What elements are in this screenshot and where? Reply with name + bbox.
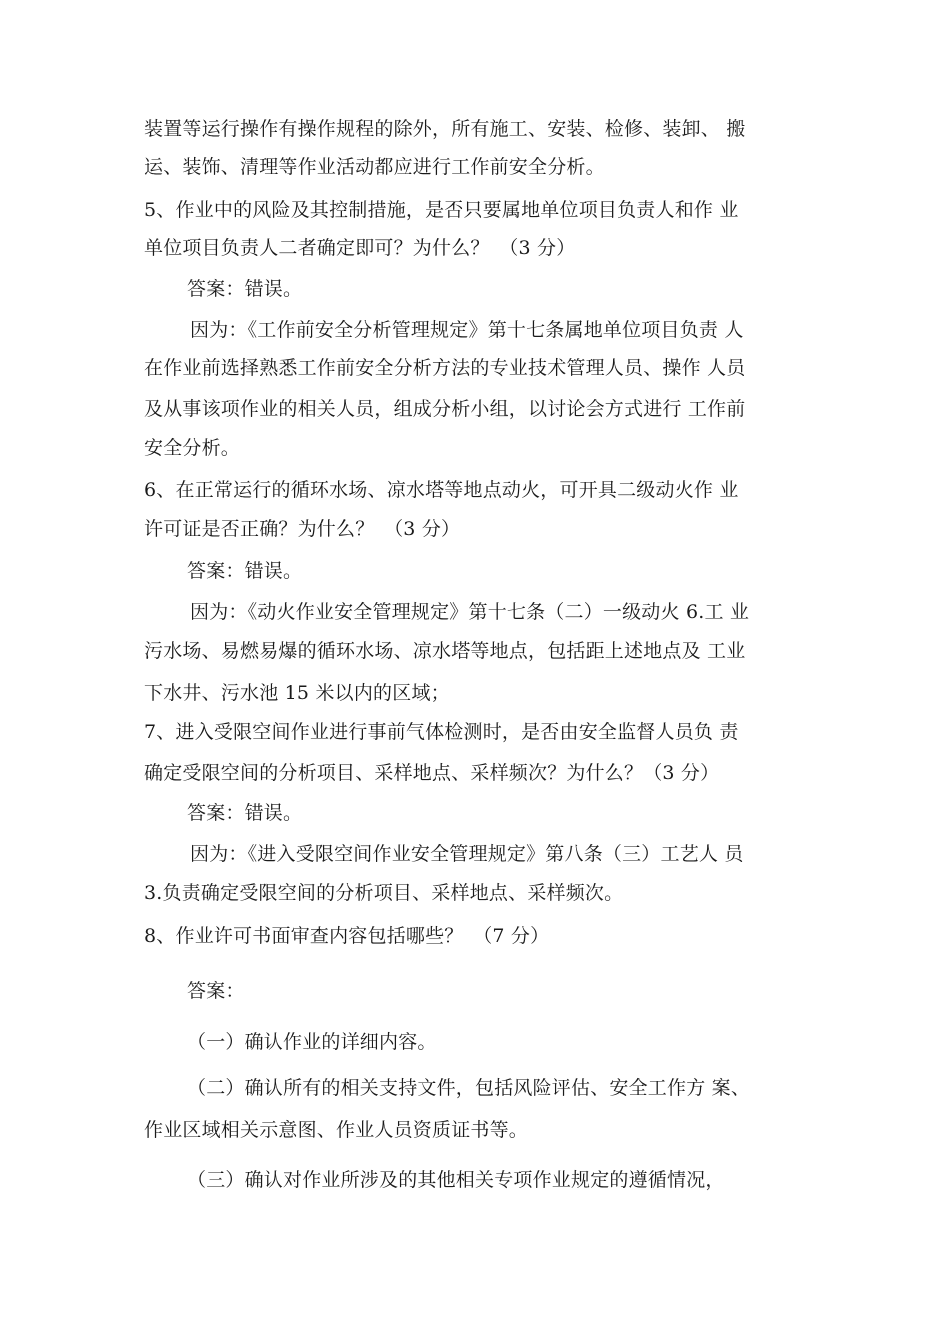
answer-line: 答案：错误。 — [187, 560, 303, 582]
text-line: 污水场、易燃易爆的循环水场、凉水塔等地点，包括距上述地点及 工业 — [144, 640, 746, 662]
list-item: （二）确认所有的相关支持文件，包括风险评估、安全工作方 案、 — [187, 1077, 751, 1099]
answer-line: 答案：错误。 — [187, 802, 303, 824]
reason-line: 因为：《动火作业安全管理规定》第十七条（二）一级动火 6.工 业 — [190, 601, 750, 623]
answer-line: 答案：错误。 — [187, 278, 303, 300]
question-line: 6、在正常运行的循环水场、凉水塔等地点动火，可开具二级动火作 业 — [144, 479, 739, 501]
text-line: 单位项目负责人二者确定即可？为什么？ （3 分） — [144, 237, 576, 259]
reason-line: 因为：《工作前安全分析管理规定》第十七条属地单位项目负责 人 — [190, 319, 744, 341]
question-line: 8、作业许可书面审查内容包括哪些？ （7 分） — [144, 925, 550, 947]
text-line: 装置等运行操作有操作规程的除外，所有施工、安装、检修、装卸、 搬 — [144, 118, 746, 140]
answer-line: 答案： — [187, 980, 245, 1002]
list-item: （三）确认对作业所涉及的其他相关专项作业规定的遵循情况， — [187, 1169, 725, 1191]
text-line: 确定受限空间的分析项目、采样地点、采样频次？为什么？（3 分） — [144, 762, 720, 784]
text-line: 3.负责确定受限空间的分析项目、采样地点、采样频次。 — [144, 882, 624, 904]
question-line: 7、进入受限空间作业进行事前气体检测时，是否由安全监督人员负 责 — [144, 721, 739, 743]
text-line: 安全分析。 — [144, 437, 241, 459]
text-line: 运、装饰、清理等作业活动都应进行工作前安全分析。 — [144, 156, 605, 178]
reason-line: 因为：《进入受限空间作业安全管理规定》第八条（三）工艺人 员 — [190, 843, 744, 865]
text-line: 作业区域相关示意图、作业人员资质证书等。 — [144, 1119, 529, 1141]
question-line: 5、作业中的风险及其控制措施，是否只要属地单位项目负责人和作 业 — [144, 199, 739, 221]
text-line: 在作业前选择熟悉工作前安全分析方法的专业技术管理人员、操作 人员 — [144, 357, 746, 379]
text-line: 下水井、污水池 15 米以内的区域； — [144, 682, 450, 704]
text-line: 许可证是否正确？为什么？ （3 分） — [144, 518, 461, 540]
text-line: 及从事该项作业的相关人员，组成分析小组，以讨论会方式进行 工作前 — [144, 398, 746, 420]
list-item: （一）确认作业的详细内容。 — [187, 1031, 437, 1053]
